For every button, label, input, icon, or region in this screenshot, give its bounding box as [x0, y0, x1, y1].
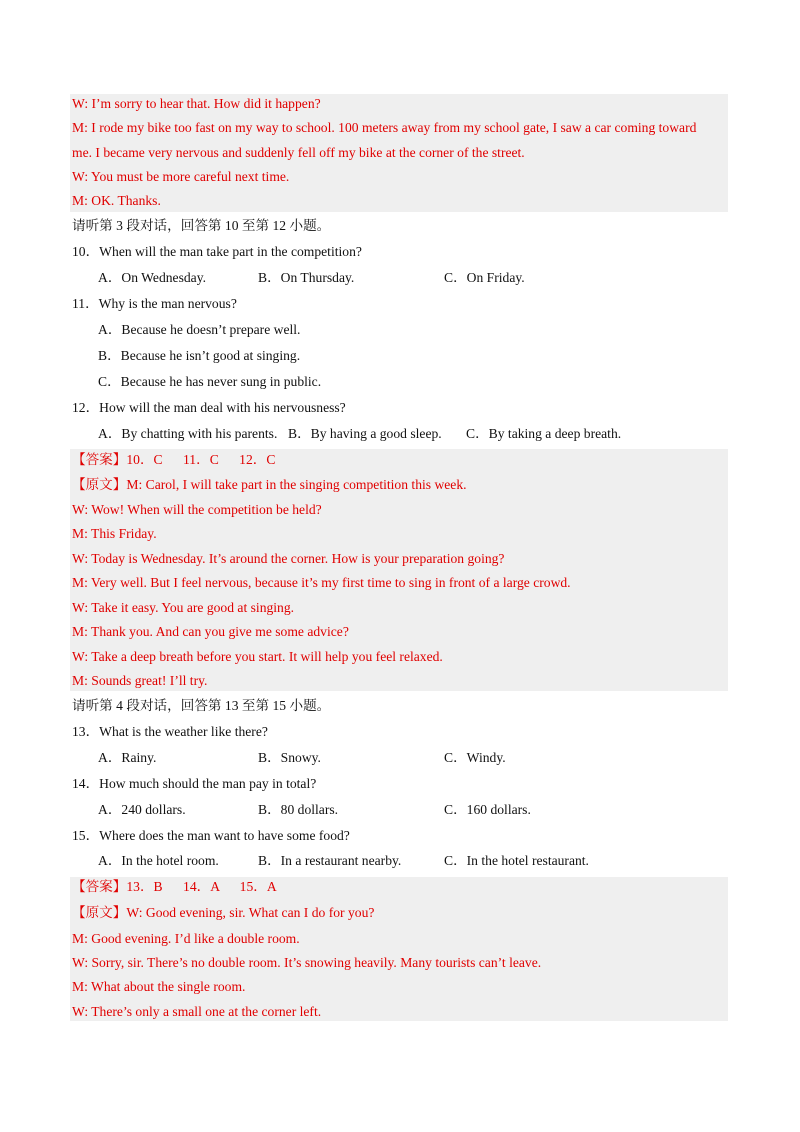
transcript-line: W: Today is Wednesday. It’s around the corner. How is your preparation going? — [72, 551, 505, 566]
question-14-option-c: C．160 dollars. — [444, 802, 531, 817]
transcript-line: M: What about the single room. — [72, 979, 246, 994]
question-13-option-b: B．Snowy. — [258, 750, 321, 765]
question-15-option-a: A．In the hotel room. — [98, 853, 219, 868]
question-13-option-a: A．Rainy. — [98, 750, 157, 765]
question-11-option-a: A．Because he doesn’t prepare well. — [98, 322, 301, 337]
question-12-option-c: C．By taking a deep breath. — [466, 426, 622, 441]
transcript-line: M: I rode my bike too fast on my way to school. 100 meters away from my school gate, I saw a car coming toward — [72, 120, 697, 135]
transcript-line: W: Wow! When will the competition be held? — [72, 502, 322, 517]
question-14-option-a: A．240 dollars. — [98, 802, 186, 817]
transcript-line: 【原文】W: Good evening, sir. What can I do for you? — [72, 905, 375, 920]
question-14-stem: 14．How much should the man pay in total? — [72, 776, 317, 791]
question-15-option-b: B．In a restaurant nearby. — [258, 853, 402, 868]
question-15-stem: 15．Where does the man want to have some food? — [72, 828, 350, 843]
answer-key: 【答案】13．B 14．A 15．A — [72, 879, 277, 894]
transcript-line: M: Thank you. And can you give me some advice? — [72, 624, 349, 639]
question-10-stem: 10．When will the man take part in the competition? — [72, 244, 362, 259]
question-13-option-c: C．Windy. — [444, 750, 506, 765]
question-13-stem: 13．What is the weather like there? — [72, 724, 268, 739]
transcript-line: M: Sounds great! I’ll try. — [72, 673, 208, 688]
transcript-line: W: Take it easy. You are good at singing. — [72, 600, 295, 615]
transcript-line: M: This Friday. — [72, 526, 157, 541]
question-14-option-b: B．80 dollars. — [258, 802, 339, 817]
transcript-line: W: You must be more careful next time. — [72, 169, 290, 184]
transcript-line: W: Take a deep breath before you start. It will help you feel relaxed. — [72, 649, 443, 664]
transcript-line: W: I’m sorry to hear that. How did it happen? — [72, 96, 321, 111]
section-instruction: 请听第 3 段对话，回答第 10 至第 12 小题。 — [72, 218, 331, 233]
question-12-option-a: A．By chatting with his parents. — [98, 426, 278, 441]
answer-key: 【答案】10．C 11．C 12．C — [72, 452, 276, 467]
section-instruction: 请听第 4 段对话，回答第 13 至第 15 小题。 — [72, 698, 331, 713]
question-12-option-b: B．By having a good sleep. — [288, 426, 442, 441]
question-12-stem: 12．How will the man deal with his nervousness? — [72, 400, 346, 415]
question-11-stem: 11．Why is the man nervous? — [72, 296, 237, 311]
question-10-option-b: B．On Thursday. — [258, 270, 355, 285]
question-10-option-c: C．On Friday. — [444, 270, 525, 285]
transcript-line: M: OK. Thanks. — [72, 193, 161, 208]
question-11-option-c: C．Because he has never sung in public. — [98, 374, 322, 389]
transcript-line: me. I became very nervous and suddenly fell off my bike at the corner of the street. — [72, 145, 525, 160]
transcript-line: 【原文】M: Carol, I will take part in the singing competition this week. — [72, 477, 467, 492]
question-10-option-a: A．On Wednesday. — [98, 270, 207, 285]
transcript-line: W: Sorry, sir. There’s no double room. It’s snowing heavily. Many tourists can’t leave. — [72, 955, 542, 970]
transcript-line: M: Very well. But I feel nervous, because it’s my first time to sing in front of a large crowd. — [72, 575, 571, 590]
question-15-option-c: C．In the hotel restaurant. — [444, 853, 589, 868]
question-11-option-b: B．Because he isn’t good at singing. — [98, 348, 301, 363]
transcript-line: M: Good evening. I’d like a double room. — [72, 931, 300, 946]
transcript-line: W: There’s only a small one at the corner left. — [72, 1004, 322, 1019]
